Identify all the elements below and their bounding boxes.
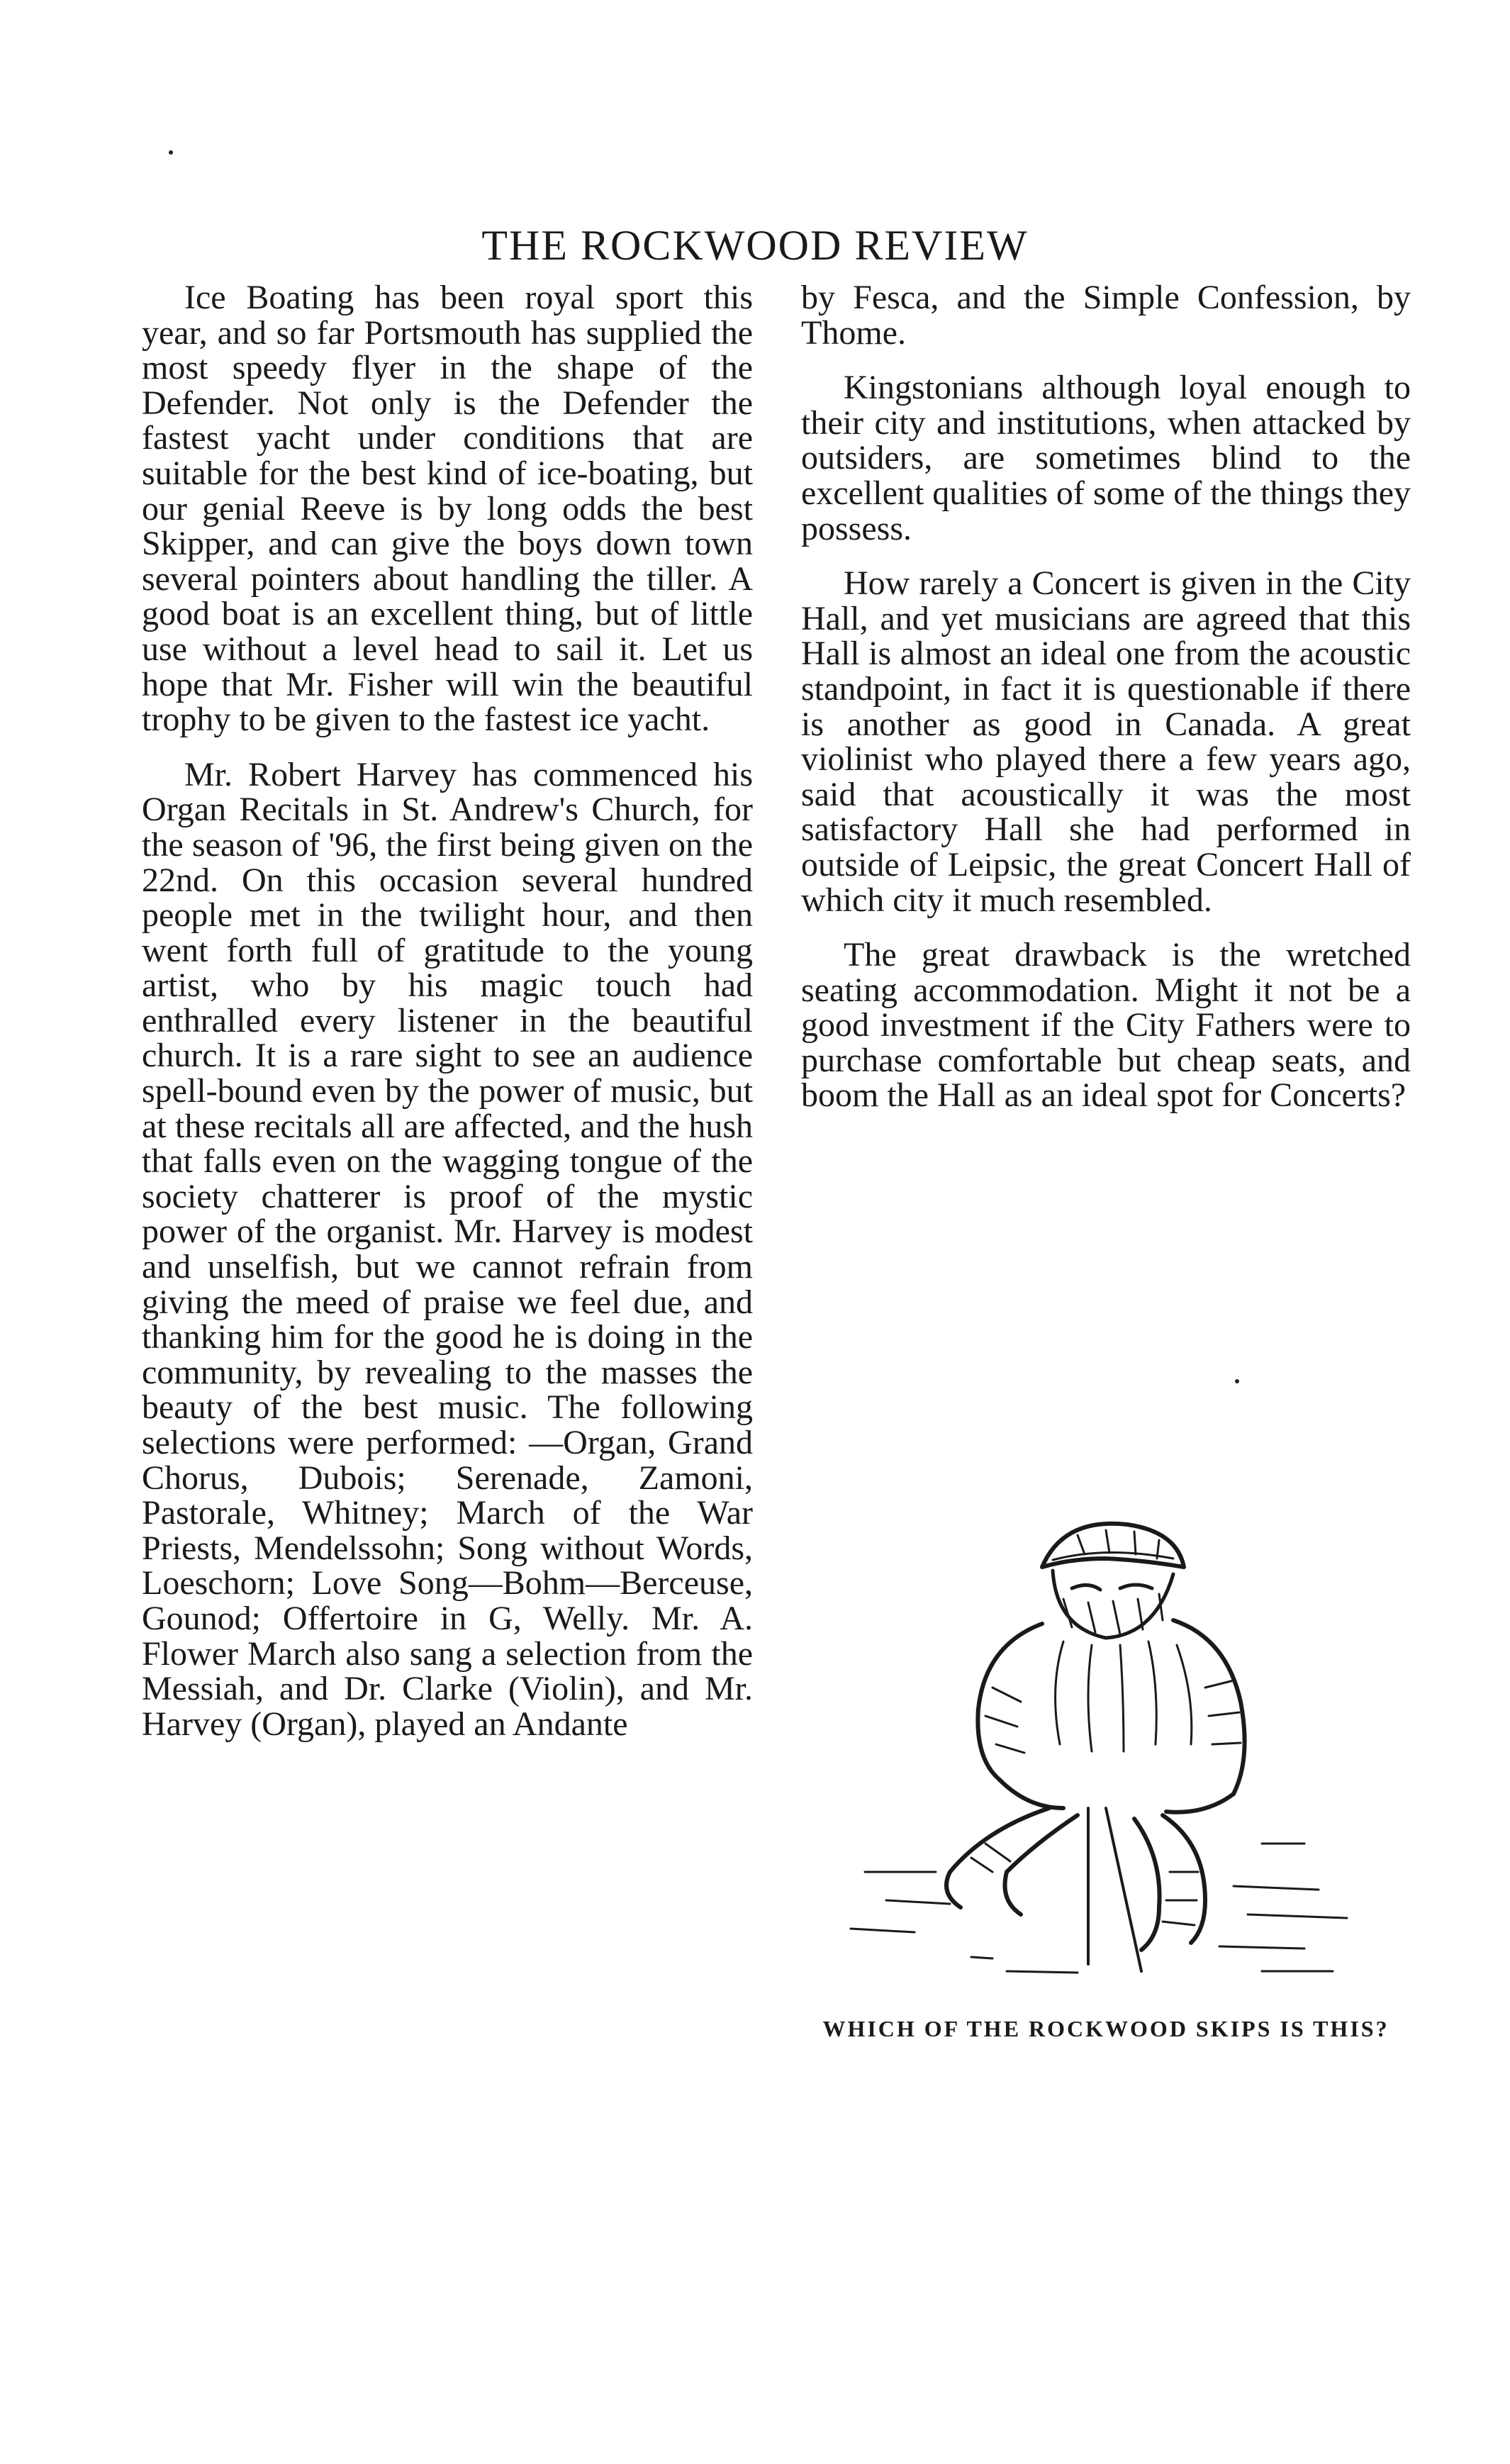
paragraph-seating: The great drawback is the wretched seating accommodation. Might it not be a good investment if the City Fathers were to purchase comfortable but cheap seats, and boom the Hall as an ideal spot for Concerts? (801, 936, 1411, 1115)
skater-sketch-icon (808, 1475, 1404, 1985)
right-column (801, 280, 1411, 1133)
print-speck (1235, 1379, 1239, 1383)
paragraph-city-hall: How rarely a Concert is given in the City Hall, and yet musicians are agreed that this Hall is almost an ideal one from the acoustic standpoint, in fact it is questionable if there is another as good in Canada. A great violinist who played there a few years ago, said that acoustically it was the most satisfactory Hall she had performed in outside of Leipsic, the great Concert Hall of which city it much resembled. (801, 564, 1411, 919)
paragraph-kingstonians: Kingstonians although loyal enough to their city and institutions, when attacked by outsiders, are sometimes blind to the excellent qualities of some of the things they possess. (801, 369, 1411, 547)
print-speck (169, 150, 173, 155)
paragraph-ice-boating: Ice Boating has been royal sport this year, and so far Portsmouth has supplied the most speedy flyer in the shape of the Defender. Not only is the Defender the fastest yacht under conditions that are suitable for the best kind of ice-boating, but our genial Reeve is by long odds the best Skipper, and can give the boys down town several pointers about handling the tiller. A good boat is an excellent thing, but of little use without a level head to sail it. Let us hope that Mr. Fisher will win the beautiful trophy to be given to the fastest ice yacht. (142, 279, 753, 739)
page-title: THE ROCKWOOD REVIEW (481, 222, 1029, 269)
paragraph-organ-recitals: Mr. Robert Harvey has commenced his Organ Recitals in St. Andrew's Church, for the season of '96, the first being given on the 22nd. On this occasion several hundred people met in the twilight hour, and then went forth full of gratitude to the young artist, who by his magic touch had enthralled every listener in the beautiful church. It is a rare sight to see an audience spell-bound even by the power of music, but at these recitals all are affected, and the hush that falls even on the wagging tongue of the society chatterer is proof of the mystic power of the organist. Mr. Harvey is modest and unselfish, but we cannot refrain from giving the meed of praise we feel due, and thanking him for the good he is doing in the community, by revealing to the masses the beauty of the best music. The following selections were performed: —Organ, Grand Chorus, Dubois; Serenade, Zamoni, Pastorale, Whitney; March of the War Priests, Mendelssohn; Song without Words, Loeschorn; Love Song—Bohm—Berceuse, Gounod; Offertoire in G, Welly. Mr. A. Flower March also sang a selection from the Messiah, and Dr. Clarke (Violin), and Mr. Harvey (Organ), played an Andante (142, 755, 753, 1743)
figure-caption: WHICH OF THE ROCKWOOD SKIPS IS THIS? (822, 2016, 1389, 2041)
paragraph-continuation: by Fesca, and the Simple Confession, by Thome. (801, 279, 1411, 352)
left-column (142, 280, 753, 1761)
